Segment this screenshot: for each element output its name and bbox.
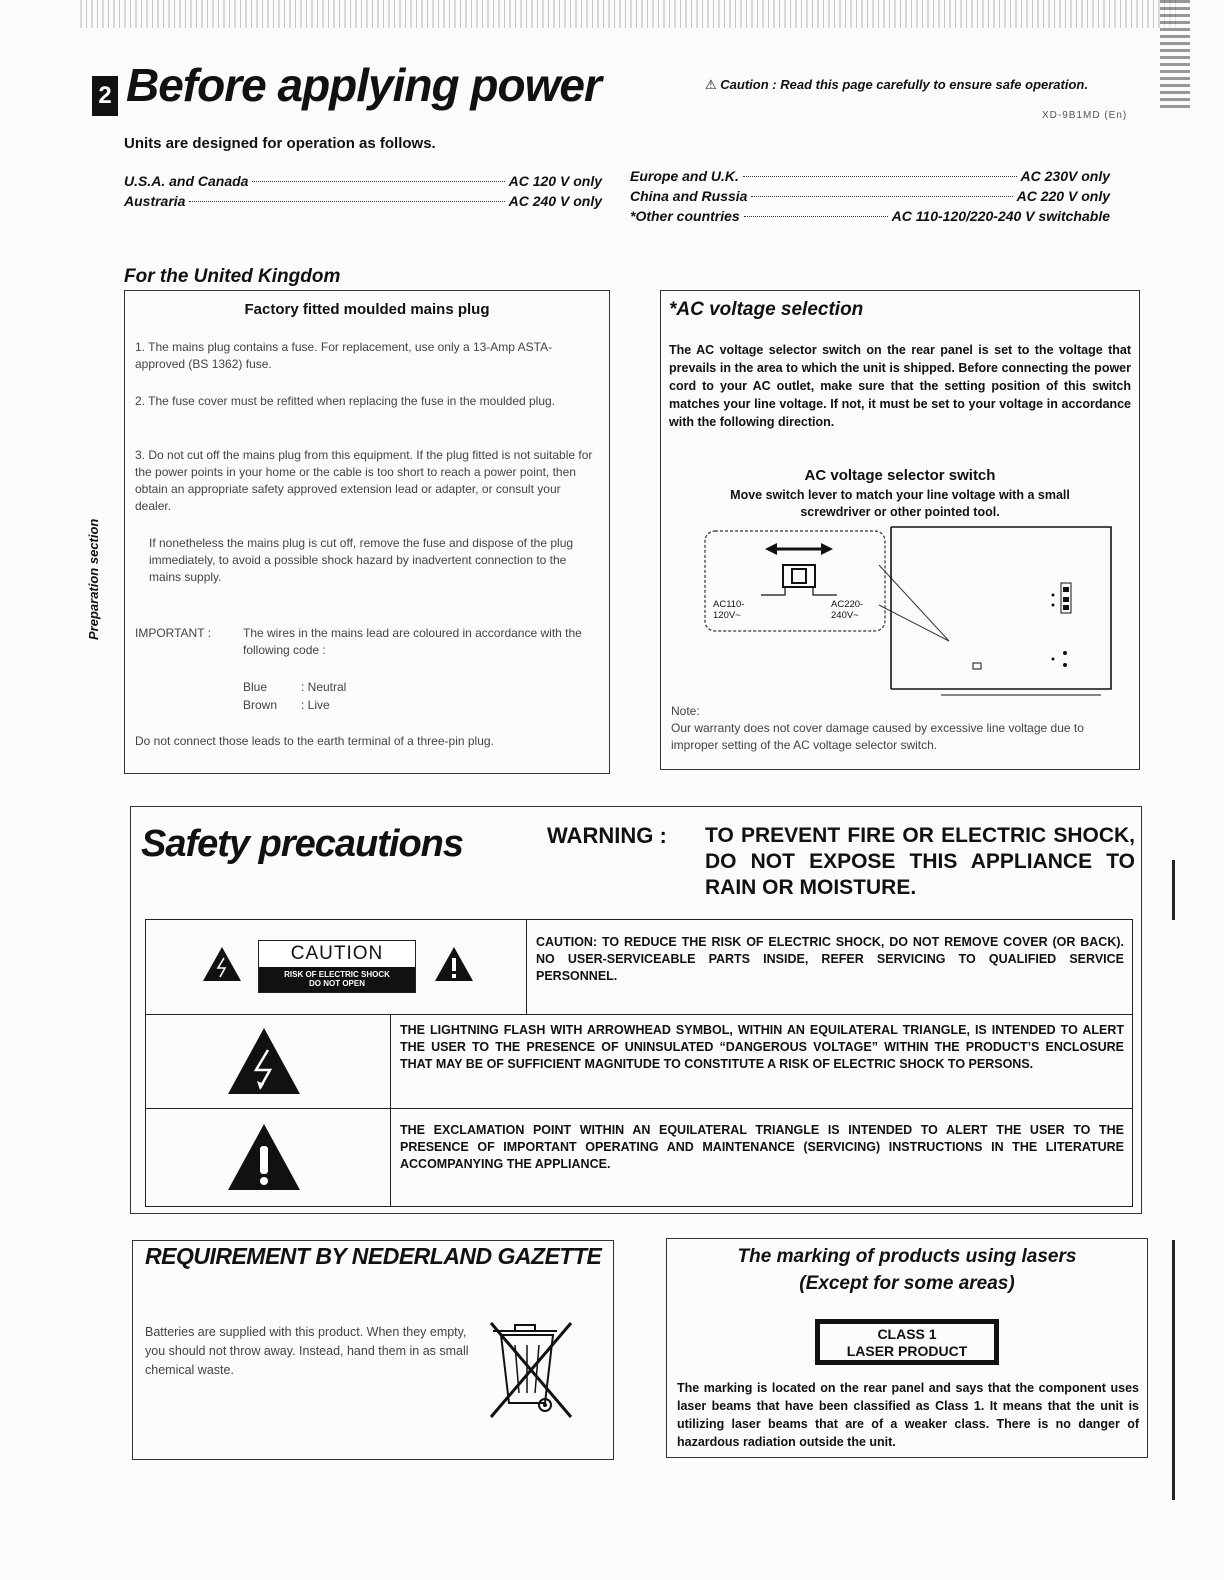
uk-item: 2. The fuse cover must be refitted when replacing the fuse in the moulded plug. <box>135 394 556 408</box>
scan-edge-mark <box>1160 0 1190 110</box>
caution-label <box>258 940 416 993</box>
lightning-flash-icon <box>226 1026 302 1096</box>
voltage: AC 220 V only <box>1016 188 1110 204</box>
voltage: AC 240 V only <box>508 193 602 209</box>
label-right-line: 240V~ <box>831 610 859 621</box>
voltage-switch-diagram <box>701 525 1121 705</box>
laser-body: The marking is located on the rear panel and says that the component uses laser beams that have been classified as Class 1. It means that the unit is utilizing laser beams that are of a weaker class. There is no danger of hazardous radiation outside the unit. <box>677 1381 1139 1449</box>
ac-title: *AC voltage selection <box>669 299 864 320</box>
row3-text: THE EXCLAMATION POINT WITHIN AN EQUILATERAL TRIANGLE IS INTENDED TO ALERT THE USER TO THE PRESENCE OF IMPORTANT OPERATING AND MAINTENANCE (SERVICING) INSTRUCTIONS IN THE LITERATURE ACCOMPANYING THE APPLIANCE. <box>400 1123 1124 1171</box>
code-meaning: : Live <box>301 698 330 712</box>
crossed-bin-icon <box>489 1321 585 1421</box>
scan-noise-band <box>80 0 1180 28</box>
nederland-title: REQUIREMENT BY NEDERLAND GAZETTE <box>145 1243 602 1269</box>
table-row <box>146 1014 1132 1109</box>
section-label: Preparation section <box>86 518 101 640</box>
switch-description: Move switch lever to match your line voltage with a small screwdriver or other pointed tool. <box>730 488 1070 519</box>
warning-label: WARNING : <box>547 823 667 848</box>
class-line: LASER PRODUCT <box>846 1343 968 1359</box>
row2-text: THE LIGHTNING FLASH WITH ARROWHEAD SYMBOL, WITHIN AN EQUILATERAL TRIANGLE, IS INTENDED TO ALERT THE USER TO THE PRESENCE OF UNINSULATED “DANGEROUS VOLTAGE” WITHIN THE PRODUCT’S ENCLOSURE THAT MAY BE OF SUFFICIENT MAGNITUDE TO CONSTITUTE A RISK OF ELECTRIC SHOCK TO PERSONS. <box>400 1023 1124 1071</box>
uk-footer: Do not connect those leads to the earth terminal of a three-pin plug. <box>135 734 494 748</box>
caution-sub-line: RISK OF ELECTRIC SHOCK <box>284 970 390 979</box>
page-title: Before applying power <box>126 59 601 111</box>
uk-box <box>124 290 610 774</box>
code-color: Brown <box>243 698 278 712</box>
voltage-row <box>630 208 1110 224</box>
voltage: AC 230V only <box>1020 168 1110 184</box>
switch-label-right <box>831 599 863 621</box>
voltage: AC 120 V only <box>508 173 602 189</box>
region: Europe and U.K. <box>630 168 739 184</box>
row1-text: CAUTION: TO REDUCE THE RISK OF ELECTRIC SHOCK, DO NOT REMOVE COVER (OR BACK). NO USER-SERVICEABLE PARTS INSIDE, REFER SERVICING TO QUALIFIED SERVICE PERSONNEL. <box>536 935 1124 983</box>
safety-table <box>145 919 1133 1207</box>
section-sidebar <box>86 500 116 640</box>
warning-text: TO PREVENT FIRE OR ELECTRIC SHOCK, DO NOT EXPOSE THIS APPLIANCE TO RAIN OR MOISTURE. <box>705 824 1135 899</box>
switch-title: AC voltage selector switch <box>804 467 996 484</box>
nederland-text: Batteries are supplied with this product. When they empty, you should not throw away. Instead, hand them in as small chemical waste. <box>145 1325 469 1377</box>
caution-label-title: CAUTION <box>290 943 384 964</box>
caution-sub-line: DO NOT OPEN <box>308 979 365 988</box>
model-number: XD-9B1MD (En) <box>1042 110 1128 121</box>
laser-title <box>667 1243 1147 1297</box>
table-row <box>146 920 1132 1015</box>
ac-note <box>671 703 1131 754</box>
important-label: IMPORTANT : <box>135 626 212 640</box>
laser-box <box>666 1238 1148 1458</box>
lightning-triangle-icon <box>202 946 242 982</box>
voltage-row <box>124 173 602 189</box>
note-text: Our warranty does not cover damage caused by excessive line voltage due to improper setting of the AC voltage selector switch. <box>671 721 1084 752</box>
caution-label-sub <box>259 967 415 992</box>
uk-subheading: Factory fitted moulded mains plug <box>244 301 490 318</box>
voltage: AC 110-120/220-240 V switchable <box>891 208 1110 224</box>
nederland-box <box>132 1240 614 1460</box>
voltage-row <box>124 193 602 209</box>
uk-item: If nonetheless the mains plug is cut off, remove the fuse and dispose of the plug immediately, to avoid a possible shock hazard by inadvertent connection to the mains supply. <box>149 536 574 584</box>
scan-margin-mark <box>1172 1240 1175 1500</box>
table-row <box>146 1108 1132 1206</box>
uk-heading: For the United Kingdom <box>124 266 341 287</box>
uk-item: 3. Do not cut off the mains plug from this equipment. If the plug fitted is not suitable for the power points in your home or the cable is too short to reach a power point, then obtain an appropriate safety approved extension lead or adapter, or consult your dealer. <box>135 448 593 513</box>
label-left-line: 120V~ <box>713 610 741 621</box>
code-color: Blue <box>243 680 268 694</box>
exclamation-point-icon <box>226 1122 302 1192</box>
units-intro: Units are designed for operation as follows. <box>124 135 436 152</box>
region: China and Russia <box>630 188 748 204</box>
caution-triangle-icon: ⚠ <box>705 77 717 92</box>
class-line: CLASS 1 <box>877 1326 937 1342</box>
exclamation-triangle-icon <box>434 946 474 982</box>
note-label: Note: <box>671 704 700 718</box>
code-meaning: : Neutral <box>301 680 347 694</box>
class1-label <box>815 1319 999 1365</box>
voltage-row <box>630 168 1110 184</box>
switch-label-left <box>713 599 745 621</box>
safety-title: Safety precautions <box>141 823 463 865</box>
page-number: 2 <box>92 76 118 116</box>
label-right-line: AC220- <box>831 599 864 610</box>
scan-margin-mark <box>1172 860 1175 920</box>
header-caution <box>705 77 1088 93</box>
ac-voltage-box <box>660 290 1140 770</box>
uk-item: 1. The mains plug contains a fuse. For replacement, use only a 13-Amp ASTA-approved (BS 1362) fuse. <box>135 340 553 371</box>
region: *Other countries <box>630 208 740 224</box>
safety-box <box>130 806 1142 1214</box>
header-caution-text: Caution : Read this page carefully to ensure safe operation. <box>720 77 1088 92</box>
ac-body: The AC voltage selector switch on the rear panel is set to the voltage that prevails in the area to which the unit is shipped. Before connecting the power cord to your AC outlet, make sure that the setting position of this switch matches your line voltage. If not, it must be set to your voltage in accordance with the following direction. <box>669 343 1131 429</box>
laser-title-line: The marking of products using lasers <box>737 1246 1077 1267</box>
laser-title-line: (Except for some areas) <box>799 1273 1015 1294</box>
region: Austraria <box>124 193 186 209</box>
voltage-row <box>630 188 1110 204</box>
region: U.S.A. and Canada <box>124 173 249 189</box>
label-left-line: AC110- <box>713 599 745 610</box>
important-text: The wires in the mains lead are coloured in accordance with the following code : <box>243 626 582 657</box>
